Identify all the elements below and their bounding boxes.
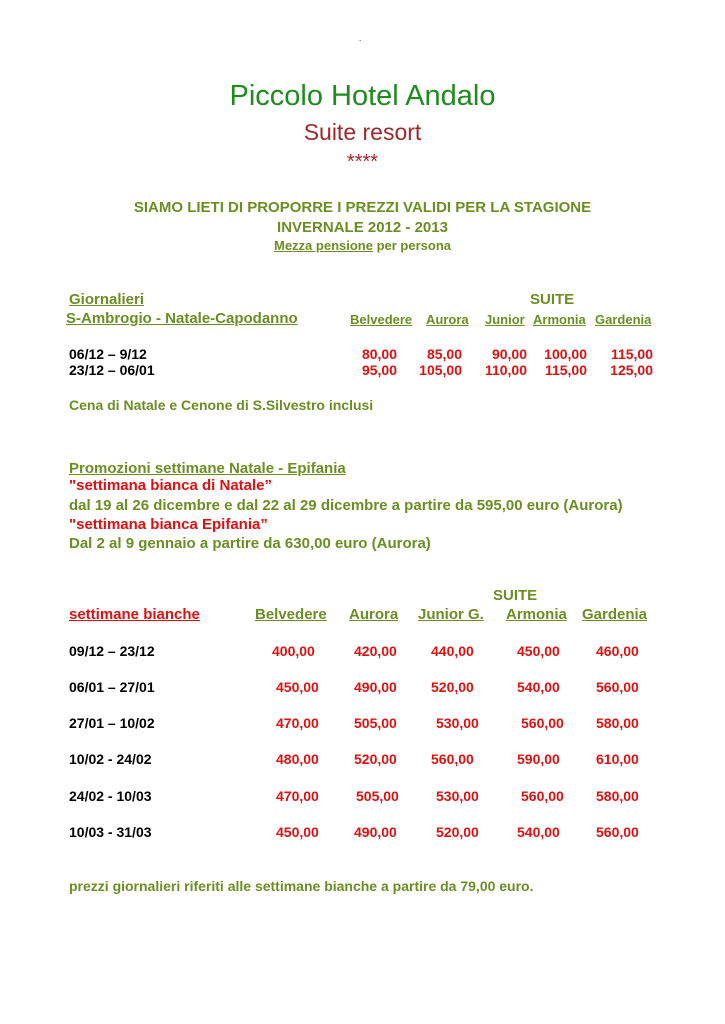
daily-col-gardenia: Gardenia	[595, 312, 652, 327]
weekly-row-2-price-aurora: 490,00	[354, 679, 397, 695]
weekly-row-1-price-gardenia: 460,00	[596, 643, 639, 659]
daily-col-belvedere: Belvedere	[350, 312, 413, 327]
promo-epiphany-text: Dal 2 al 9 gennaio a partire da 630,00 euro (Aurora)	[69, 535, 431, 552]
weekly-suite-label: SUITE	[493, 587, 538, 604]
daily-row-2-price-junior: 110,00	[484, 362, 527, 378]
weekly-row-3-price-gardenia: 580,00	[596, 715, 639, 731]
daily-col-junior: Junior	[485, 312, 525, 327]
promo-christmas-title: "settimana bianca di Natale”	[69, 477, 273, 494]
weekly-row-6-period: 10/03 - 31/03	[69, 824, 152, 840]
weekly-row-6-price-armonia: 540,00	[517, 824, 560, 840]
weekly-footer-note: prezzi giornalieri riferiti alle settimane bianche a partire da 79,00 euro.	[69, 878, 534, 894]
daily-row-1-period: 06/12 – 9/12	[69, 346, 147, 362]
weekly-row-1-price-armonia: 450,00	[517, 643, 560, 659]
daily-row-1-price-aurora: 85,00	[426, 346, 462, 362]
daily-row-2-price-belvedere: 95,00	[361, 362, 397, 378]
star-rating: ****	[346, 151, 379, 173]
weekly-heading: settimane bianche	[69, 606, 200, 623]
daily-heading: Giornalieri	[69, 291, 145, 308]
daily-subheading: S-Ambrogio - Natale-Capodanno	[66, 310, 298, 327]
weekly-row-6-price-gardenia: 560,00	[596, 824, 639, 840]
weekly-row-2-price-gardenia: 560,00	[596, 679, 639, 695]
daily-row-1-price-armonia: 100,00	[544, 346, 587, 362]
weekly-row-1-period: 09/12 – 23/12	[69, 643, 155, 659]
daily-row-2-price-aurora: 105,00	[419, 362, 462, 378]
weekly-row-5-price-aurora: 505,00	[356, 788, 399, 804]
weekly-row-3-price-belvedere: 470,00	[276, 715, 319, 731]
weekly-row-3-period: 27/01 – 10/02	[69, 715, 155, 731]
weekly-row-5-price-belvedere: 470,00	[276, 788, 319, 804]
weekly-row-5-period: 24/02 - 10/03	[69, 788, 152, 804]
weekly-row-6-price-aurora: 490,00	[354, 824, 397, 840]
weekly-row-1-price-aurora: 420,00	[354, 643, 397, 659]
weekly-col-gardenia: Gardenia	[582, 606, 648, 623]
per-person-label: per persona	[372, 238, 451, 253]
weekly-col-junior: Junior G.	[418, 606, 484, 623]
weekly-row-4-price-belvedere: 480,00	[276, 751, 319, 767]
hotel-subtitle: Suite resort	[303, 119, 422, 145]
weekly-row-4-price-aurora: 520,00	[354, 751, 397, 767]
weekly-row-4-price-junior: 560,00	[431, 751, 474, 767]
weekly-row-2-price-junior: 520,00	[431, 679, 474, 695]
intro-line-1: SIAMO LIETI DI PROPORRE I PREZZI VALIDI PER LA STAGIONE	[133, 199, 592, 216]
hotel-title: Piccolo Hotel Andalo	[229, 80, 496, 112]
weekly-row-4-price-armonia: 590,00	[517, 751, 560, 767]
weekly-row-5-price-gardenia: 580,00	[596, 788, 639, 804]
weekly-col-aurora: Aurora	[349, 606, 399, 623]
weekly-row-6-price-belvedere: 450,00	[276, 824, 319, 840]
weekly-row-2-period: 06/01 – 27/01	[69, 679, 155, 695]
page-marker-dot: .	[359, 34, 362, 43]
daily-col-aurora: Aurora	[426, 312, 469, 327]
daily-row-1-price-junior: 90,00	[491, 346, 527, 362]
weekly-row-2-price-armonia: 540,00	[517, 679, 560, 695]
promo-epiphany-title: "settimana bianca Epifania”	[69, 516, 268, 533]
daily-note: Cena di Natale e Cenone di S.Silvestro inclusi	[69, 397, 374, 413]
half-board-label: Mezza pensione	[274, 238, 373, 253]
weekly-col-armonia: Armonia	[506, 606, 567, 623]
weekly-row-3-price-junior: 530,00	[436, 715, 479, 731]
weekly-row-4-price-gardenia: 610,00	[596, 751, 639, 767]
daily-row-2-period: 23/12 – 06/01	[69, 362, 155, 378]
weekly-row-6-price-junior: 520,00	[436, 824, 479, 840]
promo-heading: Promozioni settimane Natale - Epifania	[69, 460, 346, 477]
daily-row-2-price-gardenia: 125,00	[610, 362, 653, 378]
weekly-row-5-price-junior: 530,00	[436, 788, 479, 804]
weekly-row-3-price-aurora: 505,00	[354, 715, 397, 731]
daily-col-armonia: Armonia	[533, 312, 586, 327]
weekly-row-1-price-belvedere: 400,00	[272, 643, 315, 659]
weekly-row-4-period: 10/02 - 24/02	[69, 751, 152, 767]
intro-line-3	[0, 238, 725, 253]
daily-suite-label: SUITE	[530, 291, 575, 308]
weekly-row-1-price-junior: 440,00	[431, 643, 474, 659]
weekly-row-2-price-belvedere: 450,00	[276, 679, 319, 695]
intro-line-2: INVERNALE 2012 - 2013	[277, 219, 448, 236]
weekly-row-5-price-armonia: 560,00	[521, 788, 564, 804]
daily-row-2-price-armonia: 115,00	[544, 362, 587, 378]
weekly-row-3-price-armonia: 560,00	[521, 715, 564, 731]
promo-christmas-text: dal 19 al 26 dicembre e dal 22 al 29 dicembre a partire da 595,00 euro (Aurora)	[69, 497, 623, 514]
weekly-col-belvedere: Belvedere	[255, 606, 327, 623]
daily-row-1-price-gardenia: 115,00	[610, 346, 653, 362]
daily-row-1-price-belvedere: 80,00	[361, 346, 397, 362]
